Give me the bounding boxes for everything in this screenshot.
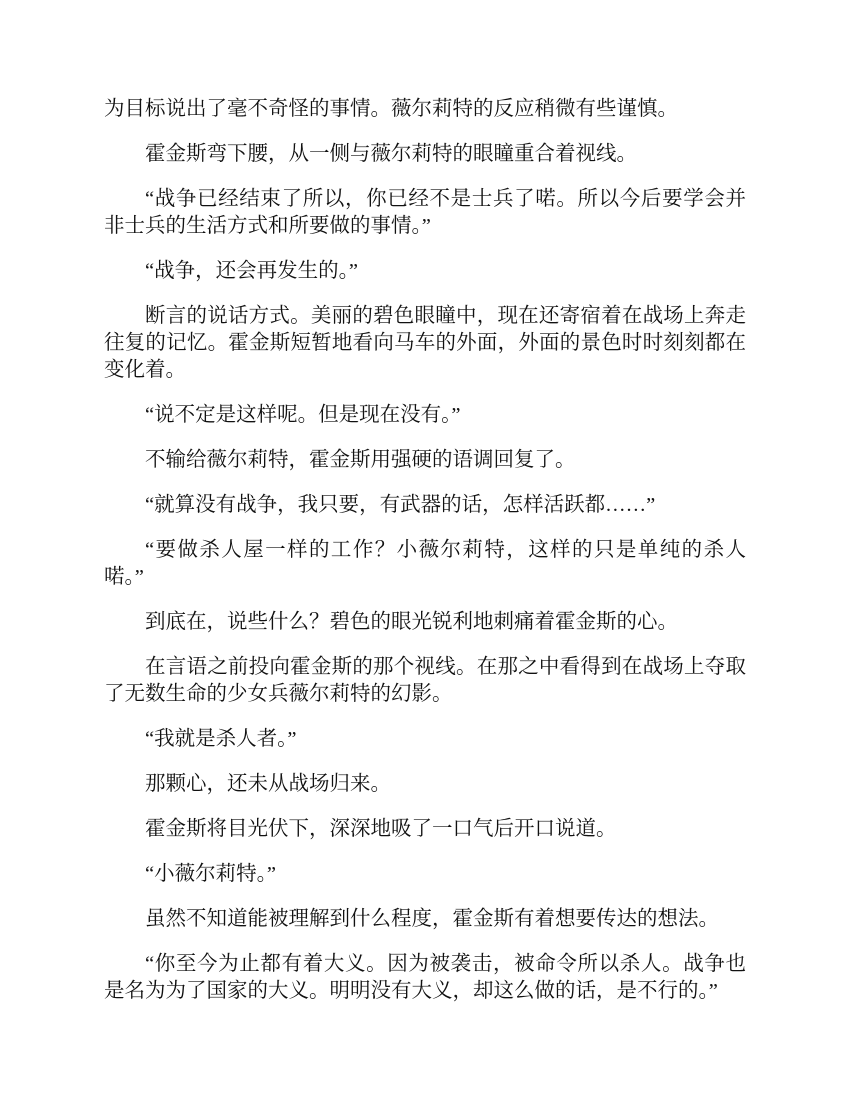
paragraph: “战争，还会再发生的。” (145, 260, 358, 282)
paragraph: “要做杀人屋一样的工作？小薇尔莉特，这样的只是单纯的杀人喏。” (104, 539, 746, 588)
paragraph: “说不定是这样呢。但是现在没有。” (145, 404, 461, 426)
paragraph: 霍金斯将目光伏下，深深地吸了一口气后开口说道。 (145, 818, 617, 840)
paragraph: 不输给薇尔莉特，霍金斯用强硬的语调回复了。 (145, 449, 576, 471)
paragraph: 断言的说话方式。美丽的碧色眼瞳中，现在还寄宿着在战场上奔走往复的记忆。霍金斯短暂地看向马车的外面，外面的景色时时刻刻都在变化着。 (104, 305, 746, 381)
body-text (104, 96, 746, 1023)
paragraph: 为目标说出了毫不奇怪的事情。薇尔莉特的反应稍微有些谨慎。 (104, 98, 678, 120)
paragraph: “战争已经结束了所以，你已经不是士兵了喏。所以今后要学会并非士兵的生活方式和所要做的事情。” (104, 188, 746, 237)
paragraph: 在言语之前投向霍金斯的那个视线。在那之中看得到在战场上夺取了无数生命的少女兵薇尔莉特的幻影。 (104, 656, 746, 705)
paragraph: “我就是杀人者。” (145, 728, 297, 750)
paragraph: “小薇尔莉特。” (145, 863, 276, 885)
paragraph: “就算没有战争，我只要，有武器的话，怎样活跃都……” (145, 494, 656, 516)
paragraph: 霍金斯弯下腰，从一侧与薇尔莉特的眼瞳重合着视线。 (145, 143, 637, 165)
paragraph: 那颗心，还未从战场归来。 (145, 773, 391, 795)
paragraph: “你至今为止都有着大义。因为被袭击，被命令所以杀人。战争也是名为为了国家的大义。明明没有大义，却这么做的话，是不行的。” (104, 953, 746, 1002)
paragraph: 虽然不知道能被理解到什么程度，霍金斯有着想要传达的想法。 (145, 908, 719, 930)
paragraph: 到底在，说些什么？碧色的眼光锐利地刺痛着霍金斯的心。 (145, 611, 678, 633)
